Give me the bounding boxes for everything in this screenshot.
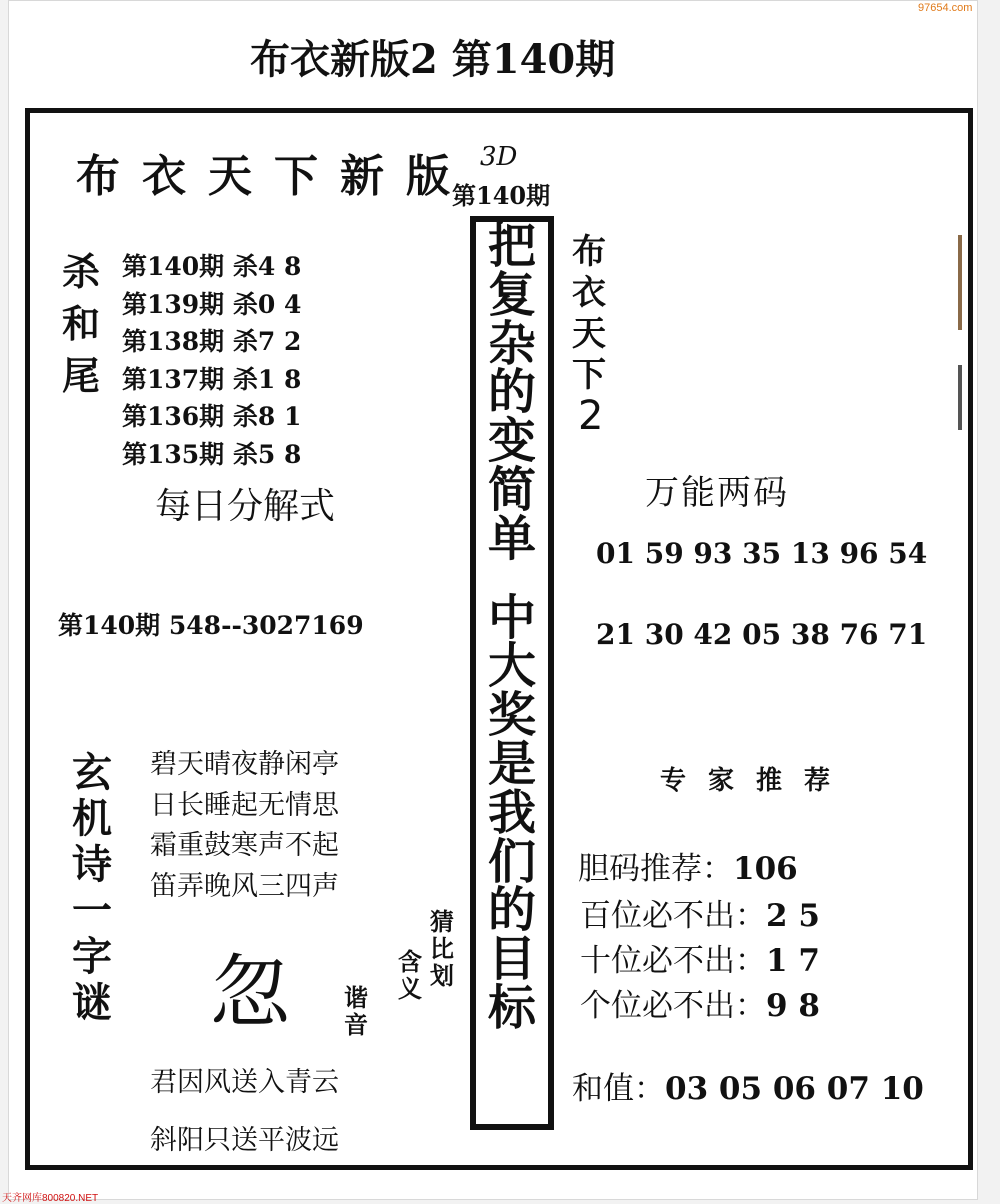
slogan-char: 复 — [487, 266, 536, 323]
rec-ge — [580, 980, 820, 1025]
slogan-char: 目 — [487, 931, 536, 988]
hint-char: 义 — [398, 974, 422, 1003]
kill-list — [122, 248, 301, 474]
sum-label: 和值： — [572, 1071, 665, 1107]
rec-label: 十位必不出： — [580, 943, 766, 979]
label-3d: 3D — [480, 142, 518, 172]
slogan-char: 中 — [487, 589, 536, 646]
kill-item: 第139期 杀0 4 — [122, 289, 302, 319]
rec-value: 2 5 — [766, 898, 820, 934]
kill-item: 第140期 杀4 8 — [122, 252, 302, 281]
slogan-char: 把 — [487, 218, 536, 274]
expert-title: 专家推荐 — [660, 766, 853, 796]
brand-char: 衣 — [572, 273, 606, 313]
daily-formula: 第140期 548--3027169 — [58, 611, 364, 640]
watermark-top-right: 97654.com — [918, 2, 973, 14]
brand-number: 2 — [578, 393, 604, 439]
kill-item: 第136期 杀8 1 — [122, 402, 302, 432]
sum-line — [572, 1063, 924, 1108]
rec-value: 106 — [733, 851, 798, 887]
brand-vertical — [572, 232, 606, 396]
slogan-char: 我 — [487, 784, 536, 841]
couplet-line: 斜阳只送平波远 — [150, 1125, 339, 1156]
slogan-char: 简 — [487, 461, 536, 518]
rec-value: 1 7 — [766, 943, 820, 979]
hint-guess-strokes — [430, 908, 454, 989]
kill-item: 第138期 杀7 2 — [122, 327, 302, 357]
slogan-char: 奖 — [487, 687, 536, 744]
slogan-char: 单 — [487, 510, 536, 567]
rec-shi — [580, 935, 820, 980]
wanneng-row: 01 59 93 35 13 96 54 — [596, 537, 928, 570]
hint-char: 音 — [344, 1010, 368, 1039]
brand-char: 下 — [572, 355, 606, 395]
slogan-char: 的 — [487, 364, 536, 421]
kill-label-char: 和 — [62, 301, 101, 346]
page-title: 布衣新版2 第140期 — [250, 36, 616, 83]
poem-line: 霜重鼓寒声不起 — [150, 830, 339, 861]
hint-meaning — [398, 948, 422, 1002]
poem-label-char: 诗 — [72, 841, 112, 888]
slogan-char: 的 — [487, 882, 536, 939]
slogan-char: 们 — [487, 833, 536, 890]
kill-item: 第135期 杀5 8 — [122, 439, 302, 469]
poem-label-char: 字 — [72, 933, 112, 980]
kill-item: 第137期 杀1 8 — [122, 364, 302, 394]
brand-char: 布 — [572, 232, 606, 272]
poem-line: 日长睡起无情思 — [150, 789, 339, 821]
issue-tag: 第140期 — [452, 181, 551, 210]
slogan-char: 标 — [487, 979, 536, 1036]
hint-char: 猜 — [430, 907, 454, 936]
poem-label-char: 一 — [72, 887, 112, 934]
hint-char: 比 — [430, 934, 454, 963]
kill-label-char: 尾 — [62, 353, 101, 398]
hint-char: 含 — [398, 947, 422, 976]
couplet-line: 君因风送入青云 — [150, 1067, 339, 1098]
hint-char: 划 — [430, 961, 454, 990]
slogan-char: 杂 — [487, 315, 536, 372]
wanneng-row: 21 30 42 05 38 76 71 — [596, 618, 928, 651]
poem-label-char: 玄 — [72, 749, 112, 796]
poem-line: 笛弄晚风三四声 — [150, 870, 339, 902]
watermark-bottom-left: 天齐网库800820.NET — [2, 1193, 99, 1204]
brand-char: 天 — [572, 314, 606, 354]
kill-label-char: 杀 — [62, 249, 101, 294]
rec-dan — [578, 843, 798, 888]
rec-value: 9 8 — [766, 988, 820, 1024]
hint-char: 谐 — [344, 983, 368, 1012]
slogan-char: 大 — [487, 638, 536, 695]
riddle-char: 忽 — [210, 946, 290, 1039]
rec-label: 百位必不出： — [580, 898, 766, 934]
scrollbar-thumb[interactable] — [958, 235, 962, 330]
poem-label — [72, 750, 112, 1026]
rec-label: 胆码推荐： — [578, 851, 733, 887]
hint-homophone — [344, 984, 368, 1038]
slogan-vertical — [476, 218, 548, 1036]
poem-line: 碧天晴夜静闲亭 — [150, 749, 339, 780]
sum-value: 03 05 06 07 10 — [665, 1071, 924, 1107]
scrollbar-segment — [958, 365, 962, 430]
daily-formula-title: 每日分解式 — [155, 486, 336, 527]
poem-lines — [150, 745, 339, 907]
poem-label-char: 谜 — [72, 979, 112, 1026]
rec-label: 个位必不出： — [580, 988, 766, 1024]
poem-label-char: 机 — [72, 795, 112, 842]
wanneng-title: 万能两码 — [645, 473, 789, 513]
rec-bai — [580, 890, 820, 935]
slogan-char: 变 — [487, 413, 536, 470]
poster-title: 布衣天下新版 — [76, 151, 472, 202]
kill-label — [62, 246, 100, 402]
slogan-char: 是 — [487, 735, 536, 792]
